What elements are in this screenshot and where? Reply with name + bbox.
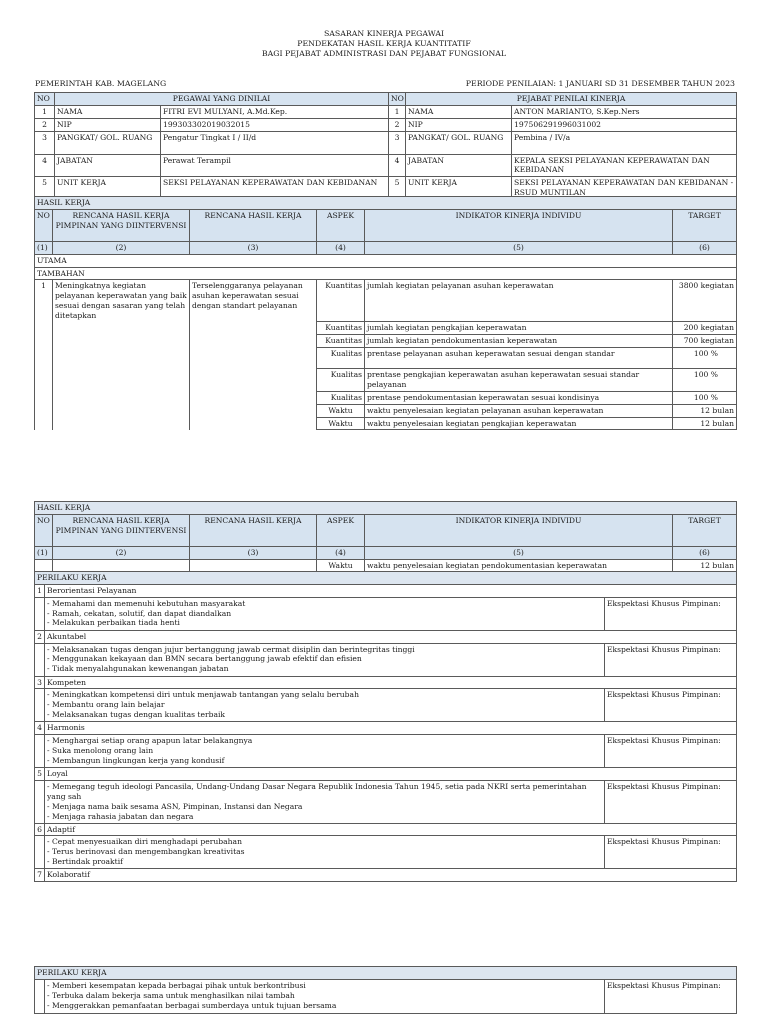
utama-label: UTAMA	[35, 254, 737, 267]
col-number: (3)	[190, 241, 317, 254]
perilaku-table-continued: PERILAKU KERJA - Memberi kesempatan kepada berbagai pihak untuk berkontribusi - Terbuka dalam bekerja sama untuk menghasilkan nilai tambah - Menggerakkan pemanfaatan berbagai sumberdaya untuk tujuan bersama Ekspektasi Khusus Pimpinan:	[34, 966, 737, 1014]
penilai-nip: 197506291996031002	[512, 118, 737, 131]
perilaku-item: 6 Adaptif	[35, 823, 737, 836]
doc-subtitle-2: BAGI PEJABAT ADMINISTRASI DAN PEJABAT FUNGSIONAL	[261, 49, 507, 58]
col-aspek: ASPEK	[317, 514, 365, 546]
ekspektasi-field[interactable]: Ekspektasi Khusus Pimpinan:	[605, 979, 737, 1013]
perilaku-item: 4 Harmonis	[35, 722, 737, 735]
col-number: (6)	[673, 241, 737, 254]
ekspektasi-field[interactable]: Ekspektasi Khusus Pimpinan:	[605, 689, 737, 722]
id-no-header: NO	[35, 93, 55, 106]
doc-subtitle: PENDEKATAN HASIL KERJA KUANTITATIF	[297, 39, 471, 48]
perilaku-item: 2 Akuntabel	[35, 630, 737, 643]
col-number: (3)	[190, 546, 317, 559]
periode-label: PERIODE PENILAIAN: 1 JANUARI SD 31 DESEMBER TAHUN 2023	[465, 79, 735, 88]
col-number: (4)	[317, 241, 365, 254]
perilaku-table: PERILAKU KERJA 1 Berorientasi Pelayanan - Memahami dan memenuhi kebutuhan masyarakat - Ramah, cekatan, solutif, dan dapat diandalkan - Melakukan perbaikan tiada henti Ekspektasi Khusus Pimpinan: 2 Akuntabel - Melaksanakan tugas dengan jujur bertanggung jawab cermat disiplin dan berintegritas tinggi - Menggunakan kekayaan dan BMN secara bertanggung jawab efektif dan efisien - Tidak menyalahgunakan kewenangan jabatan Ekspektasi Khusus Pimpinan: 3 Kompeten - Meningkatkan kompetensi diri untuk menjawab tantangan yang selalu berubah - Membantu orang lain belajar - Melaksanakan tugas dengan kualitas terbaik Ekspektasi Khusus Pimpinan: 4 Harmonis - Menghargai setiap orang apapun latar belakangnya - Suka menolong orang lain - Membangun lingkungan kerja yang kondusif Ekspektasi Khusus Pimpinan: 5 Loyal - Memegang teguh ideologi Pancasila, Undang-Undang Dasar Negara Republik Indonesia Tahun 1945, setia pada NKRI serta pemerintahan yang sah - Menjaga nama baik sesama ASN, Pimpinan, Instansi dan Negara - Menjaga rahasia jabatan dan negara Ekspektasi Khusus Pimpinan: 6 Adaptif - Cepat menyesuaikan diri menghadapi perubahan - Terus berinovasi dan mengembangkan kreativitas - Bertindak proaktif Ekspektasi Khusus Pimpinan: 7 Kolaboratif	[34, 571, 737, 882]
penilai-jabatan: KEPALA SEKSI PELAYANAN KEPERAWATAN DAN KEBIDANAN	[512, 154, 737, 177]
perilaku-title: PERILAKU KERJA	[35, 572, 737, 585]
pegawai-header: PEGAWAI YANG DINILAI	[55, 93, 389, 106]
table-row: Kuantitas jumlah kegiatan pendokumentasian keperawatan 700 kegiatan	[35, 335, 737, 348]
table-row: Kualitas prentase pendokumentasian keperawatan sesuai kondisinya 100 %	[35, 391, 737, 404]
col-number: (1)	[35, 546, 53, 559]
penilai-unit: SEKSI PELAYANAN KEPERAWATAN DAN KEBIDANAN - RSUD MUNTILAN	[512, 177, 737, 200]
perilaku-item: 3 Kompeten	[35, 676, 737, 689]
col-number: (2)	[53, 241, 190, 254]
col-target: TARGET	[673, 514, 737, 546]
tambahan-label: TAMBAHAN	[35, 267, 737, 280]
item-pimpinan: Meningkatnya kegiatan pelayanan keperawatan yang baik sesuai dengan sasaran yang telah ditetapkan	[53, 280, 190, 322]
col-no: NO	[35, 209, 53, 241]
penilai-header: PEJABAT PENILAI KINERJA	[406, 93, 737, 106]
identity-row: 5 UNIT KERJA SEKSI PELAYANAN KEPERAWATAN DAN KEBIDANAN 5 UNIT KERJA SEKSI PELAYANAN KEPERAWATAN DAN KEBIDANAN - RSUD MUNTILAN	[35, 177, 737, 200]
col-pimpinan: RENCANA HASIL KERJA PIMPINAN YANG DIINTERVENSI	[53, 209, 190, 241]
perilaku-item: 5 Loyal	[35, 768, 737, 781]
ekspektasi-field[interactable]: Ekspektasi Khusus Pimpinan:	[605, 735, 737, 768]
col-number: (5)	[365, 241, 673, 254]
pegawai-jabatan: Perawat Terampil	[161, 154, 389, 177]
pegawai-pangkat: Pengatur Tingkat I / II/d	[161, 131, 389, 154]
penilai-pangkat: Pembina / IV/a	[512, 131, 737, 154]
col-number: (1)	[35, 241, 53, 254]
hasil-kerja-title: HASIL KERJA	[35, 197, 737, 210]
ekspektasi-field[interactable]: Ekspektasi Khusus Pimpinan:	[605, 781, 737, 823]
table-row: Waktu waktu penyelesaian kegiatan pengkajian keperawatan 12 bulan	[35, 417, 737, 430]
col-indikator: INDIKATOR KINERJA INDIVIDU	[365, 209, 673, 241]
col-indikator: INDIKATOR KINERJA INDIVIDU	[365, 514, 673, 546]
item-no: 1	[35, 280, 53, 322]
identity-row: 1 NAMA FITRI EVI MULYANI, A.Md.Kep. 1 NAMA ANTON MARIANTO, S.Kep.Ners	[35, 105, 737, 118]
hasil-kerja-table	[34, 196, 737, 430]
pegawai-unit: SEKSI PELAYANAN KEPERAWATAN DAN KEBIDANAN	[161, 177, 389, 200]
hasil-kerja-title-2: HASIL KERJA	[35, 502, 737, 515]
perilaku-title-2: PERILAKU KERJA	[35, 967, 737, 980]
table-row: Waktu waktu penyelesaian kegiatan pelayanan asuhan keperawatan 12 bulan	[35, 404, 737, 417]
perilaku-item: 7 Kolaboratif	[35, 869, 737, 882]
col-target: TARGET	[673, 209, 737, 241]
table-row: Kuantitas jumlah kegiatan pengkajian keperawatan 200 kegiatan	[35, 322, 737, 335]
ekspektasi-field[interactable]: Ekspektasi Khusus Pimpinan:	[605, 643, 737, 676]
hasil-kerja-table-continued	[34, 501, 737, 573]
id-no-header-2: NO	[389, 93, 406, 106]
table-row: Waktu waktu penyelesaian kegiatan pendokumentasian keperawatan 12 bulan	[35, 559, 737, 572]
identity-table	[34, 92, 737, 200]
col-number: (4)	[317, 546, 365, 559]
doc-title: SASARAN KINERJA PEGAWAI	[323, 29, 445, 38]
col-no: NO	[35, 514, 53, 546]
identity-row: 3 PANGKAT/ GOL. RUANG Pengatur Tingkat I / II/d 3 PANGKAT/ GOL. RUANG Pembina / IV/a	[35, 131, 737, 154]
penilai-nama: ANTON MARIANTO, S.Kep.Ners	[512, 105, 737, 118]
col-rencana: RENCANA HASIL KERJA	[190, 209, 317, 241]
col-aspek: ASPEK	[317, 209, 365, 241]
pegawai-nama: FITRI EVI MULYANI, A.Md.Kep.	[161, 105, 389, 118]
col-pimpinan: RENCANA HASIL KERJA PIMPINAN YANG DIINTERVENSI	[53, 514, 190, 546]
ekspektasi-field[interactable]: Ekspektasi Khusus Pimpinan:	[605, 597, 737, 630]
table-row: Kualitas prentase pelayanan asuhan keperawatan sesuai dengan standar 100 %	[35, 348, 737, 369]
identity-row: 4 JABATAN Perawat Terampil 4 JABATAN KEPALA SEKSI PELAYANAN KEPERAWATAN DAN KEBIDANAN	[35, 154, 737, 177]
pegawai-nip: 199303302019032015	[161, 118, 389, 131]
ekspektasi-field[interactable]: Ekspektasi Khusus Pimpinan:	[605, 836, 737, 869]
table-row: 1 Meningkatnya kegiatan pelayanan keperawatan yang baik sesuai dengan sasaran yang telah ditetapkan Terselenggaranya pelayanan asuhan keperawatan sesuai dengan standart pelayanan Kuantitas jumlah kegiatan pelayanan asuhan keperawatan 3800 kegiatan	[35, 280, 737, 322]
col-rencana: RENCANA HASIL KERJA	[190, 514, 317, 546]
col-number: (6)	[673, 546, 737, 559]
instansi-label: PEMERINTAH KAB. MAGELANG	[35, 79, 167, 88]
perilaku-item: 1 Berorientasi Pelayanan	[35, 584, 737, 597]
identity-row: 2 NIP 199303302019032015 2 NIP 197506291996031002	[35, 118, 737, 131]
table-row: Kualitas prentase pengkajian keperawatan asuhan keperawatan sesuai standar pelayanan 100 %	[35, 369, 737, 392]
col-number: (2)	[53, 546, 190, 559]
item-rencana: Terselenggaranya pelayanan asuhan keperawatan sesuai dengan standart pelayanan	[190, 280, 317, 322]
col-number: (5)	[365, 546, 673, 559]
